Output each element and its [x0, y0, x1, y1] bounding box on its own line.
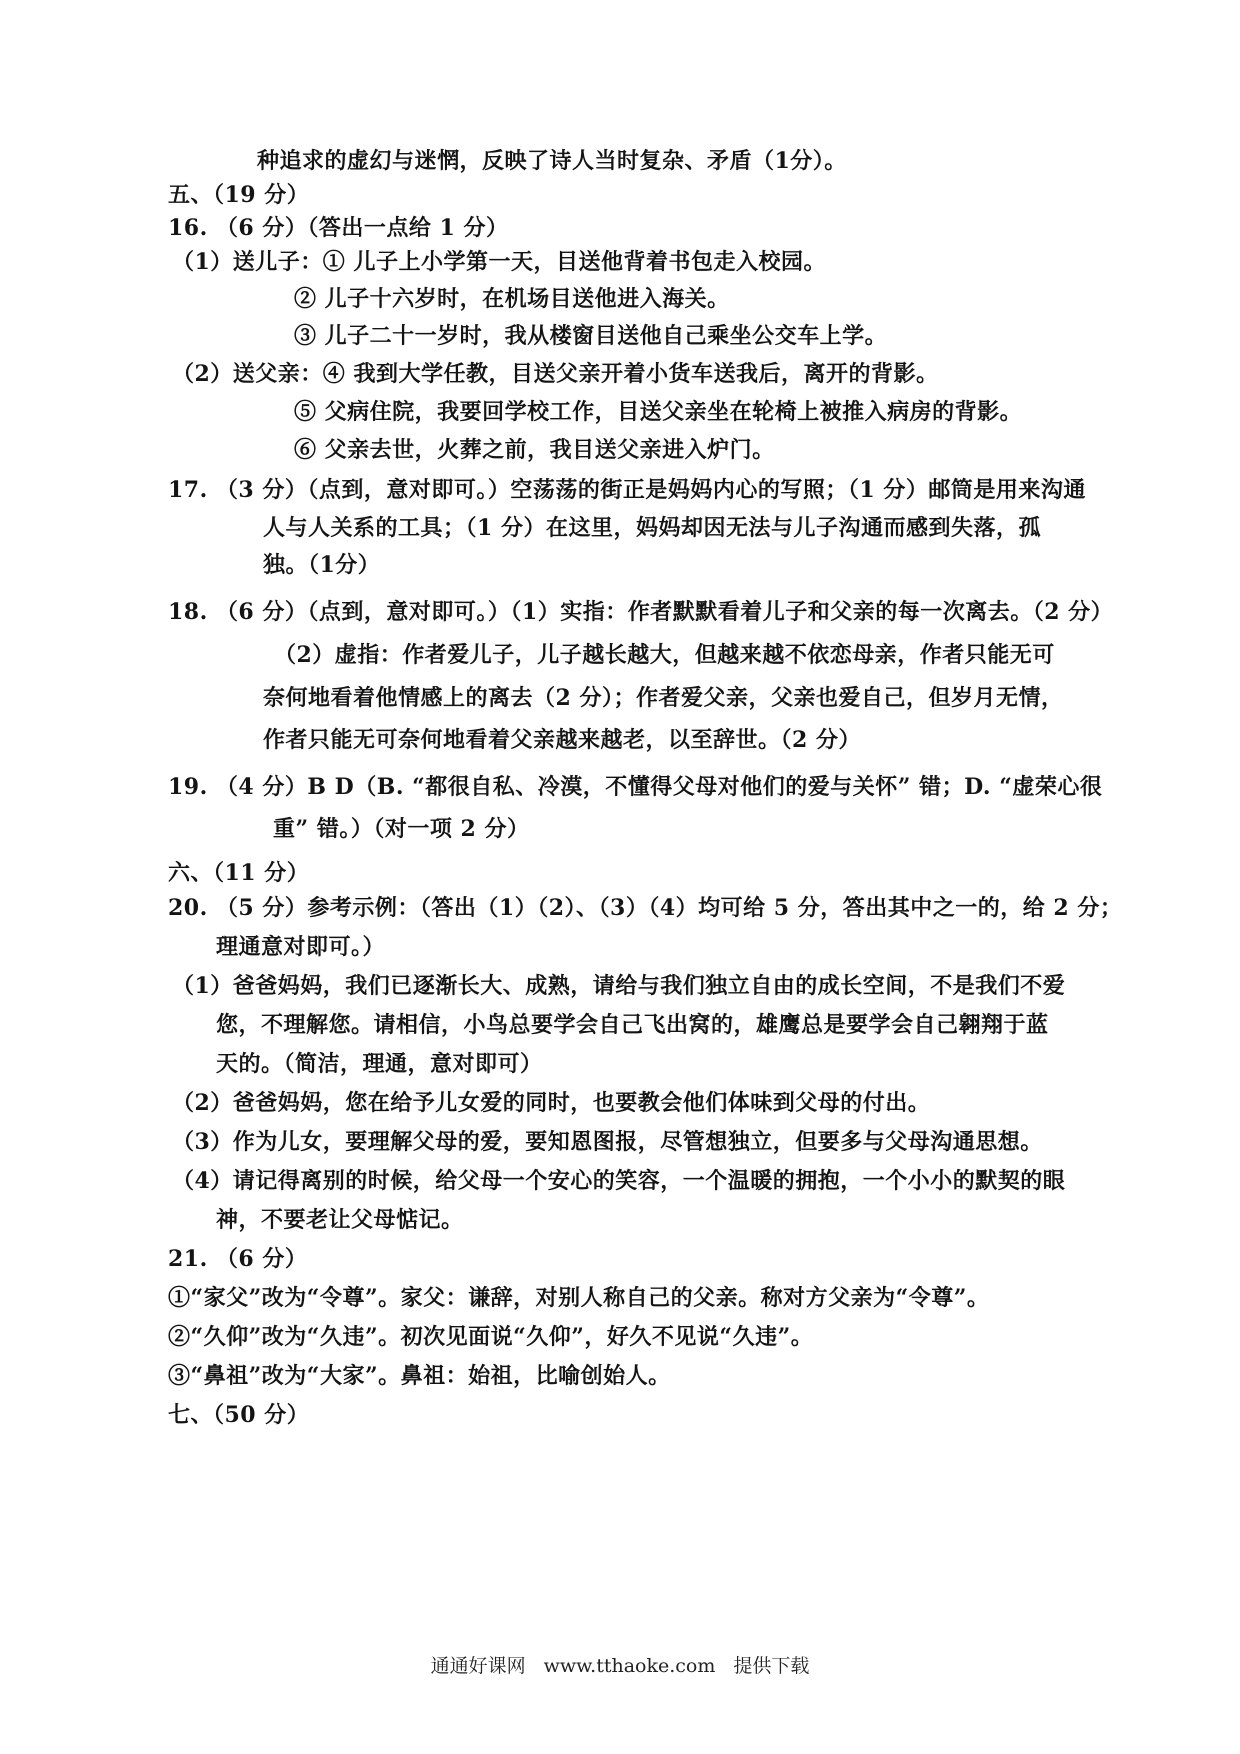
section-heading: 五、（19 分）: [168, 182, 310, 208]
answer-line: ⑤ 父病住院，我要回学校工作，目送父亲坐在轮椅上被推入病房的背影。: [294, 399, 1023, 425]
page-footer: [0, 1653, 1240, 1679]
question-heading: 18. （6 分）（点到，意对即可。）（1）实指：作者默默看着儿子和父亲的每一次离去。（2 分）: [168, 599, 1114, 625]
answer-line: （2）虚指：作者爱儿子，儿子越长越大，但越来越不依恋母亲，作者只能无可: [274, 642, 1055, 668]
answer-line: 奈何地看着他情感上的离去（2 分）；作者爱父亲，父亲也爱自己，但岁月无情，: [263, 685, 1064, 711]
answer-line: 天的。（简洁，理通，意对即可）: [216, 1051, 543, 1077]
answer-line: 人与人关系的工具；（1 分）在这里，妈妈却因无法与儿子沟通而感到失落，孤: [263, 515, 1041, 541]
answer-line: 作者只能无可奈何地看着父亲越来越老，以至辞世。（2 分）: [263, 727, 861, 753]
answer-line: （3）作为儿女，要理解父母的爱，要知恩图报，尽管想独立，但要多与父母沟通思想。: [172, 1129, 1043, 1155]
question-heading: 21. （6 分）: [168, 1246, 308, 1272]
answer-line: ②“久仰”改为“久违”。初次见面说“久仰”，好久不见说“久违”。: [168, 1324, 814, 1350]
question-heading: 19. （4 分）B D（B. “都很自私、冷漠，不懂得父母对他们的爱与关怀” 错；D. “虚荣心很: [168, 774, 1103, 800]
answer-line: （2）送父亲：④ 我到大学任教，目送父亲开着小货车送我后，离开的背影。: [172, 361, 939, 387]
answer-line: ①“家父”改为“令尊”。家父：谦辞，对别人称自己的父亲。称对方父亲为“令尊”。: [168, 1285, 990, 1311]
answer-line: ③ 儿子二十一岁时，我从楼窗目送他自己乘坐公交车上学。: [294, 323, 888, 349]
answer-line: （1）送儿子：① 儿子上小学第一天，目送他背着书包走入校园。: [172, 249, 826, 275]
answer-line: ② 儿子十六岁时，在机场目送他进入海关。: [294, 286, 730, 312]
section-heading: 七、（50 分）: [168, 1402, 310, 1428]
answer-line: ⑥ 父亲去世，火葬之前，我目送父亲进入炉门。: [294, 437, 775, 463]
answer-line: 独。（1分）: [263, 552, 381, 578]
answer-line: ③“鼻祖”改为“大家”。鼻祖：始祖，比喻创始人。: [168, 1363, 671, 1389]
footer-url: www.tthaoke.com: [543, 1655, 716, 1677]
answer-line: 神，不要老让父母惦记。: [216, 1207, 464, 1233]
question-heading: 20. （5 分）参考示例：（答出（1）（2）、（3）（4）均可给 5 分，答出其中之一的，给 2 分；: [168, 895, 1123, 921]
question-heading: 16. （6 分）（答出一点给 1 分）: [168, 215, 509, 241]
footer-site-name: 通通好课网: [430, 1655, 526, 1677]
answer-line: 种追求的虚幻与迷惘，反映了诗人当时复杂、矛盾（1分）。: [257, 148, 847, 174]
answer-line: （2）爸爸妈妈，您在给予儿女爱的同时，也要教会他们体味到父母的付出。: [172, 1090, 931, 1116]
footer-note: 提供下载: [733, 1655, 810, 1677]
answer-line: 重” 错。）（对一项 2 分）: [273, 816, 530, 842]
answer-line: 理通意对即可。）: [216, 934, 386, 960]
answer-line: （4）请记得离别的时候，给父母一个安心的笑容，一个温暖的拥抱，一个小小的默契的眼: [172, 1168, 1066, 1194]
question-heading: 17. （3 分）（点到，意对即可。）空荡荡的街正是妈妈内心的写照；（1 分）邮筒是用来沟通: [168, 477, 1086, 503]
section-heading: 六、（11 分）: [168, 860, 310, 886]
answer-line: （1）爸爸妈妈，我们已逐渐长大、成熟，请给与我们独立自由的成长空间，不是我们不爱: [172, 973, 1066, 999]
answer-line: 您，不理解您。请相信，小鸟总要学会自己飞出窝的，雄鹰总是要学会自己翱翔于蓝: [216, 1012, 1049, 1038]
